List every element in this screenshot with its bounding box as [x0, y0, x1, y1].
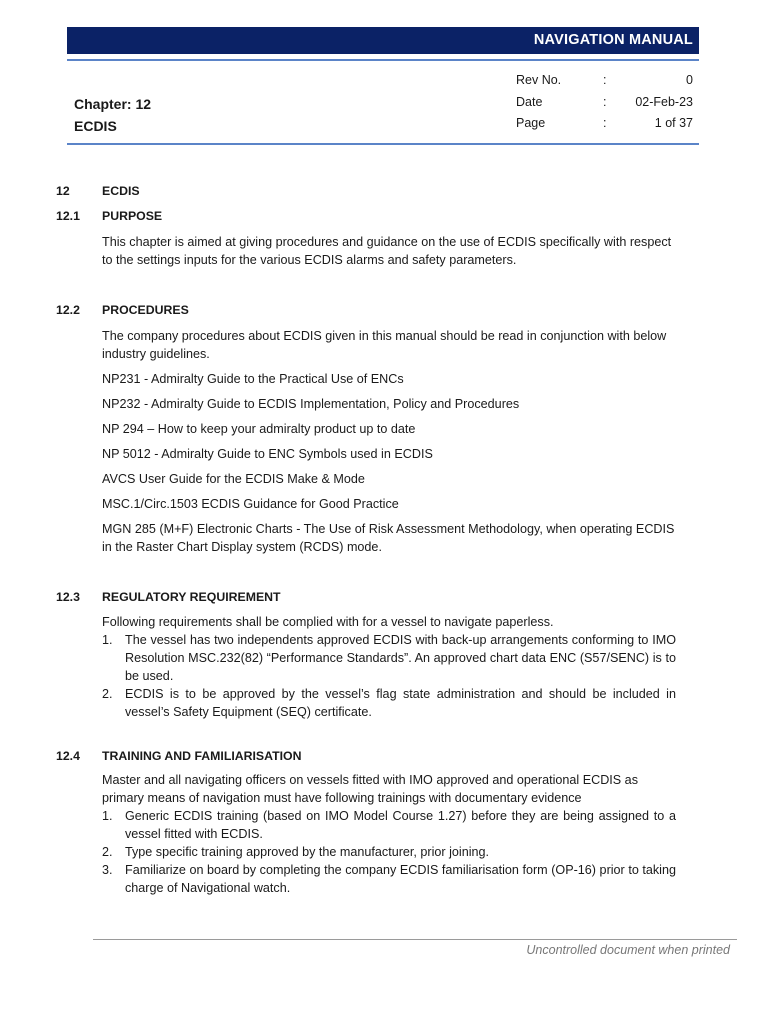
- procedures-intro: The company procedures about ECDIS given in this manual should be read in conjunction with below industry guidelines.: [102, 329, 667, 361]
- section-title: ECDIS: [102, 184, 140, 198]
- section-title: REGULATORY REQUIREMENT: [102, 590, 281, 604]
- list-item: [102, 861, 676, 897]
- meta-label: Rev No.: [516, 73, 562, 87]
- meta-colon: :: [603, 73, 607, 87]
- list-text: Familiarize on board by completing the company ECDIS familiarisation form (OP-16) prior to taking charge of Navigational watch.: [125, 863, 676, 895]
- list-item: [102, 685, 676, 721]
- section-number: 12.2: [56, 303, 80, 317]
- meta-value: 0: [686, 73, 693, 87]
- list-text: The vessel has two independents approved ECDIS with back-up arrangements conforming to IMO Resolution MSC.232(82) “Performance Standards”. An approved chart data ENC (S57/SENC) is to be used.: [125, 633, 676, 683]
- list-text: ECDIS is to be approved by the vessel’s flag state administration and should be included in vessel’s Safety Equipment (SEQ) certificate.: [125, 687, 676, 719]
- meta-rev-row: [516, 73, 696, 93]
- meta-value: 1 of 37: [654, 116, 693, 130]
- meta-value: 02-Feb-23: [635, 95, 693, 109]
- section-title: PURPOSE: [102, 209, 163, 223]
- guideline-item: MGN 285 (M+F) Electronic Charts - The Use of Risk Assessment Methodology, when operating ECDIS in the Raster Chart Display system (RCDS) mode.: [102, 522, 675, 554]
- training-list: [102, 807, 676, 897]
- guideline-item: NP231 - Admiralty Guide to the Practical Use of ENCs: [102, 372, 404, 386]
- training-intro: Master and all navigating officers on vessels fitted with IMO approved and operational ECDIS as primary means of navigation must have following trainings with documentary evidence: [102, 773, 638, 805]
- guideline-item: AVCS User Guide for the ECDIS Make & Mode: [102, 472, 365, 486]
- section-heading-12-3: [56, 588, 676, 606]
- chapter-title: ECDIS: [74, 118, 117, 134]
- footer-divider: [93, 939, 737, 940]
- section-number: 12.1: [56, 209, 80, 223]
- meta-colon: :: [603, 95, 607, 109]
- list-number: 2.: [102, 845, 113, 859]
- regulatory-list: [102, 631, 676, 721]
- section-heading-12-1: [56, 207, 676, 225]
- list-text: Generic ECDIS training (based on IMO Model Course 1.27) before they are being assigned to a vessel fitted with ECDIS.: [125, 809, 676, 841]
- document-body: [56, 182, 676, 897]
- list-item: [102, 843, 676, 861]
- header-rule-bottom: [67, 143, 699, 145]
- list-number: 2.: [102, 687, 113, 701]
- section-title: PROCEDURES: [102, 303, 189, 317]
- meta-date-row: [516, 95, 696, 115]
- section-title: TRAINING AND FAMILIARISATION: [102, 749, 302, 763]
- footer-note: Uncontrolled document when printed: [526, 943, 730, 957]
- guideline-item: NP 5012 - Admiralty Guide to ENC Symbols used in ECDIS: [102, 447, 433, 461]
- section-heading-12-4: [56, 747, 676, 765]
- regulatory-intro: Following requirements shall be complied with for a vessel to navigate paperless.: [102, 615, 554, 629]
- list-number: 1.: [102, 809, 113, 823]
- purpose-paragraph: This chapter is aimed at giving procedures and guidance on the use of ECDIS specifically with respect to the settings inputs for the various ECDIS alarms and safety parameters.: [102, 235, 672, 267]
- header-rule-top: [67, 59, 699, 61]
- meta-page-row: [516, 116, 696, 136]
- guideline-item: MSC.1/Circ.1503 ECDIS Guidance for Good Practice: [102, 497, 399, 511]
- section-number: 12: [56, 184, 70, 198]
- meta-label: Page: [516, 116, 546, 130]
- chapter-number: Chapter: 12: [74, 96, 152, 112]
- list-item: [102, 807, 676, 843]
- section-number: 12.4: [56, 749, 80, 763]
- section-heading-12-2: [56, 301, 676, 319]
- section-number: 12.3: [56, 590, 80, 604]
- list-item: [102, 631, 676, 685]
- section-heading-12: [56, 182, 676, 200]
- meta-label: Date: [516, 95, 543, 109]
- list-number: 1.: [102, 633, 113, 647]
- guideline-item: NP232 - Admiralty Guide to ECDIS Implementation, Policy and Procedures: [102, 397, 520, 411]
- list-number: 3.: [102, 863, 113, 877]
- header-bar: [67, 27, 699, 54]
- guideline-item: NP 294 – How to keep your admiralty product up to date: [102, 422, 416, 436]
- list-text: Type specific training approved by the manufacturer, prior joining.: [125, 845, 490, 859]
- meta-colon: :: [603, 116, 607, 130]
- manual-title: NAVIGATION MANUAL: [533, 32, 693, 48]
